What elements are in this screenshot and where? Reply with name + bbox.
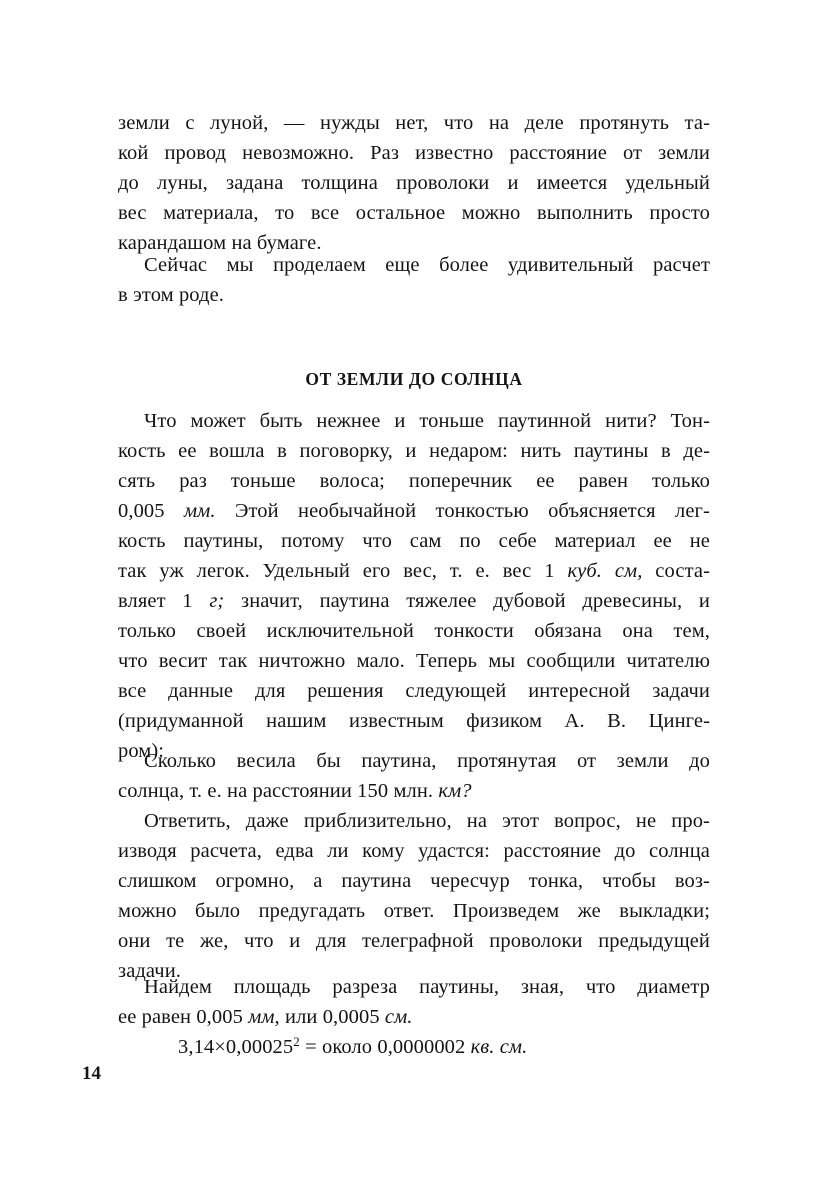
text-line: в этом роде.	[118, 284, 225, 306]
text-line: только своей исключительной тонкости обязана она тем,	[118, 620, 710, 642]
unit-italic: мм.	[183, 500, 216, 522]
formula-exponent: 2	[293, 1033, 300, 1049]
text-line: они те же, что и для телеграфной проволоки предыдущей	[118, 930, 710, 952]
page-number: 14	[82, 1063, 101, 1084]
text-line: кость ее вошла в поговорку, и недаром: нить паутины в де-	[118, 440, 710, 462]
paragraph-next	[118, 250, 710, 310]
text-line: что весит так ничтожно мало. Теперь мы сообщили читателю	[118, 650, 710, 672]
text-line: изводя расчета, едва ли кому удастся: расстояние до солнца	[118, 840, 710, 862]
text-fragment: значит, паутина тяжелее дубовой древесины, и	[224, 590, 710, 612]
formula-base: 3,14×0,00025	[178, 1036, 294, 1058]
paragraph-intro	[118, 108, 710, 258]
text-line: кой провод невозможно. Раз известно расстояние от земли	[118, 142, 710, 164]
unit-italic: см.	[384, 1006, 413, 1028]
paragraph-area	[118, 972, 710, 1062]
unit-italic: г;	[209, 590, 225, 612]
text-line: кость паутины, потому что сам по себе материал ее не	[118, 530, 710, 552]
text-fragment: вляет 1	[118, 590, 210, 612]
text-fragment: или 0,0005	[279, 1006, 385, 1028]
text-line: земли с луной, — нужды нет, что на деле протянуть та-	[118, 112, 710, 134]
text-line: все данные для решения следующей интересной задачи	[118, 680, 710, 702]
section-heading: ОТ ЗЕМЛИ ДО СОЛНЦА	[305, 369, 523, 389]
unit-italic: км?	[438, 780, 472, 802]
text-fragment: Этой необычайной тонкостью объясняется лег-	[215, 500, 710, 522]
text-line: слишком огромно, а паутина чересчур тонка, чтобы воз-	[118, 870, 710, 892]
text-line	[118, 776, 710, 806]
paragraph-spider-web	[118, 406, 710, 766]
text-fragment: соста-	[642, 560, 710, 582]
paragraph-question	[118, 746, 710, 806]
text-line: Сколько весила бы паутина, протянутая от земли до	[144, 750, 710, 772]
text-fragment: солнца, т. е. на расстоянии 150 млн.	[118, 780, 439, 802]
text-fragment: ее равен 0,005	[118, 1006, 249, 1028]
text-line: вес материала, то все остальное можно выполнить просто	[118, 202, 710, 224]
text-line: до луны, задана толщина проволоки и имеется удельный	[118, 172, 710, 194]
unit-italic: мм,	[248, 1006, 280, 1028]
text-line: Что может быть нежнее и тоньше паутинной нити? Тон-	[144, 410, 710, 432]
text-line	[118, 496, 710, 526]
text-line: Найдем площадь разреза паутины, зная, что диаметр	[144, 976, 710, 998]
text-line: (придуманной нашим известным физиком А. В. Цинге-	[118, 710, 710, 732]
unit-italic: кв. см.	[470, 1036, 528, 1058]
text-line	[118, 1002, 710, 1032]
text-line: сять раз тоньше волоса; поперечник ее равен только	[118, 470, 710, 492]
text-fragment: 0,005	[118, 500, 184, 522]
paragraph-answer	[118, 806, 710, 986]
text-line: можно было предугадать ответ. Произведем же выкладки;	[118, 900, 710, 922]
text-line: Ответить, даже приблизительно, на этот вопрос, не про-	[144, 810, 710, 832]
text-line: задачи.	[118, 960, 182, 982]
formula	[118, 1032, 710, 1062]
text-line: Сейчас мы проделаем еще более удивительный расчет	[144, 254, 710, 276]
formula-result: = около 0,0000002	[299, 1036, 471, 1058]
text-line: ром):	[118, 740, 165, 762]
text-line	[118, 586, 710, 616]
text-fragment: так уж легок. Удельный его вес, т. е. вес 1	[118, 560, 568, 582]
text-line: карандашом на бумаге.	[118, 232, 322, 254]
text-line	[118, 556, 710, 586]
unit-italic: куб. см,	[567, 560, 643, 582]
